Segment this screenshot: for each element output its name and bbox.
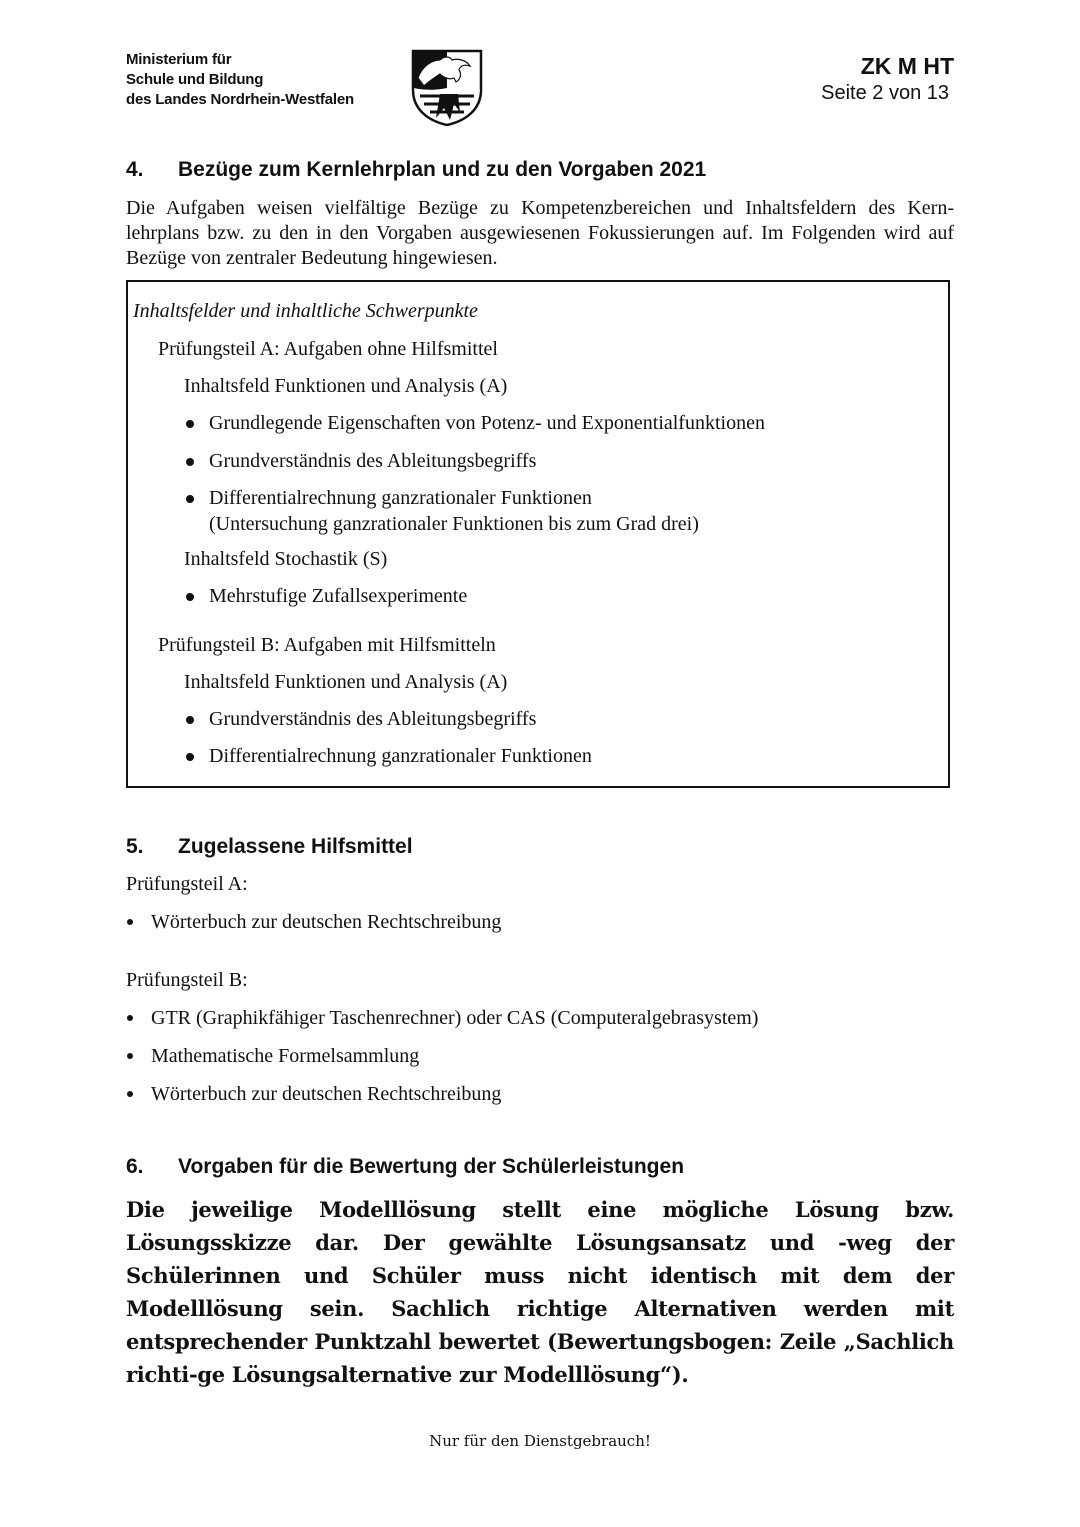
aids-part-a-label: Prüfungsteil A:: [126, 873, 248, 895]
bullet-icon: [186, 593, 194, 601]
list-item: Differentialrechnung ganzrationaler Funktionen: [209, 745, 592, 767]
section-4-title: Bezüge zum Kernlehrplan und zu den Vorgaben 2021: [178, 158, 707, 181]
list-item: Differentialrechnung ganzrationaler Funktionen: [209, 487, 592, 509]
list-item: Mathematische Formelsammlung: [151, 1045, 420, 1067]
section-4-number: 4.: [126, 158, 144, 181]
list-item-subtext: (Untersuchung ganzrationaler Funktionen bis zum Grad drei): [209, 513, 699, 535]
part-a-field-stochastik: Inhaltsfeld Stochastik (S): [184, 548, 388, 570]
part-a-title: Prüfungsteil A: Aufgaben ohne Hilfsmittel: [158, 338, 498, 360]
bullet-icon: [186, 753, 194, 761]
footer-note: Nur für den Dienstgebrauch!: [429, 1432, 651, 1450]
section-6-title: Vorgaben für die Bewertung der Schülerleistungen: [178, 1155, 685, 1178]
list-item: GTR (Graphikfähiger Taschenrechner) oder CAS (Computeralgebrasystem): [151, 1007, 759, 1029]
list-item: Grundverständnis des Ableitungsbegriffs: [209, 708, 537, 730]
bullet-icon: [127, 1053, 133, 1059]
section-5-heading: [126, 835, 954, 863]
bullet-icon: [127, 1091, 133, 1097]
list-item: Wörterbuch zur deutschen Rechtschreibung: [151, 911, 502, 933]
section-6-heading: [126, 1155, 954, 1183]
section-6-number: 6.: [126, 1155, 144, 1178]
ministry-name: [126, 50, 354, 110]
section-5-title: Zugelassene Hilfsmittel: [178, 835, 413, 858]
bullet-icon: [186, 458, 194, 466]
bullet-icon: [186, 495, 194, 503]
bullet-icon: [186, 420, 194, 428]
section-4-heading: [126, 158, 954, 186]
nrw-crest-icon: [410, 48, 484, 126]
part-a-field-analysis: Inhaltsfeld Funktionen und Analysis (A): [184, 375, 508, 397]
ministry-line-3: des Landes Nordrhein-Westfalen: [126, 91, 354, 108]
aids-part-b-label: Prüfungsteil B:: [126, 969, 248, 991]
list-item: Grundverständnis des Ableitungsbegriffs: [209, 450, 537, 472]
bullet-icon: [127, 919, 133, 925]
list-item: Grundlegende Eigenschaften von Potenz- und Exponentialfunktionen: [209, 412, 765, 434]
ministry-line-2: Schule und Bildung: [126, 71, 264, 88]
list-item: Wörterbuch zur deutschen Rechtschreibung: [151, 1083, 502, 1105]
box-heading: Inhaltsfelder und inhaltliche Schwerpunkte: [133, 300, 478, 322]
part-b-field-analysis: Inhaltsfeld Funktionen und Analysis (A): [184, 671, 508, 693]
section-5-number: 5.: [126, 835, 144, 858]
ministry-line-1: Ministerium für: [126, 51, 232, 68]
bullet-icon: [127, 1015, 133, 1021]
document-code: ZK M HT: [860, 53, 954, 79]
bullet-icon: [186, 716, 194, 724]
section-4-intro: Die Aufgaben weisen vielfältige Bezüge zu Kompetenzbereichen und Inhaltsfeldern des Kern-lehrplans bzw. zu den in den Vorgaben ausgewiesenen Fokussierungen auf. Im Folgenden wird auf Bezüge von zentraler Bedeutung hingewiesen.: [126, 197, 954, 269]
page-number: Seite 2 von 13: [821, 82, 949, 104]
part-b-title: Prüfungsteil B: Aufgaben mit Hilfsmitteln: [158, 634, 496, 656]
section-6-text: Die jeweilige Modelllösung stellt eine mögliche Lösung bzw. Lösungsskizze dar. Der gewählte Lösungsansatz und -weg der Schülerinnen und Schüler muss nicht identisch mit dem der Modelllösung sein. Sachlich richtige Alternativen werden mit entsprechender Punktzahl bewertet (Bewertungsbogen: Zeile „Sachlich richti-ge Lösungsalternative zur Modelllösung“).: [126, 1197, 954, 1387]
list-item: Mehrstufige Zufallsexperimente: [209, 585, 468, 607]
